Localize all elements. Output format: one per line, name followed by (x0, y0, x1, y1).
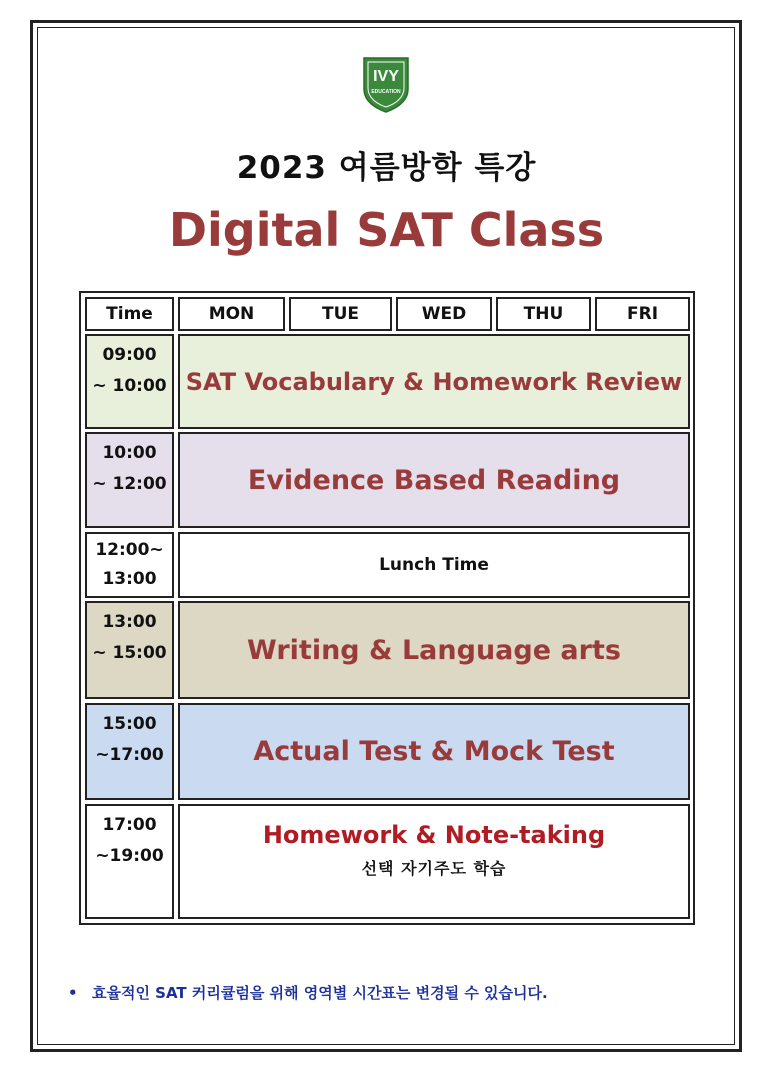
time-end: ~ 10:00 (92, 376, 167, 396)
title-korean: 2023 여름방학 특강 (236, 150, 537, 186)
homework-block (178, 804, 690, 919)
time-start: 13:00 (102, 612, 157, 632)
header-fri: FRI (595, 297, 690, 331)
class-block: Actual Test & Mock Test (178, 703, 690, 800)
time-cell (85, 334, 174, 429)
time-cell (85, 601, 174, 699)
time-end: 13:00 (102, 569, 157, 589)
time-start: 09:00 (102, 345, 157, 365)
svg-text:IVY: IVY (373, 68, 399, 85)
time-end: ~ 15:00 (92, 643, 167, 663)
lunch-block: Lunch Time (178, 532, 690, 598)
time-end: ~19:00 (95, 846, 164, 866)
time-cell (85, 532, 174, 598)
class-block: Writing & Language arts (178, 601, 690, 699)
header-tue: TUE (289, 297, 392, 331)
svg-text:EDUCATION: EDUCATION (371, 89, 401, 95)
time-start: 12:00~ (95, 540, 164, 560)
footnote (68, 982, 548, 1003)
homework-subtitle: 선택 자기주도 학습 (361, 859, 507, 878)
time-cell (85, 804, 174, 919)
time-end: ~ 12:00 (92, 474, 167, 494)
time-cell (85, 703, 174, 800)
time-cell (85, 432, 174, 528)
header-time: Time (85, 297, 174, 331)
header-mon: MON (178, 297, 285, 331)
class-block: Evidence Based Reading (178, 432, 690, 528)
homework-title: Homework & Note-taking (262, 821, 606, 849)
time-end: ~17:00 (95, 745, 164, 765)
title-english: Digital SAT Class (168, 203, 605, 257)
time-start: 10:00 (102, 443, 157, 463)
time-start: 15:00 (102, 714, 157, 734)
class-block: SAT Vocabulary & Homework Review (178, 334, 690, 429)
footnote-text: 효율적인 SAT 커리큘럼을 위해 영역별 시간표는 변경될 수 있습니다. (92, 984, 548, 1002)
time-start: 17:00 (102, 815, 157, 835)
header-thu: THU (496, 297, 591, 331)
ivy-education-logo (361, 55, 411, 113)
header-wed: WED (396, 297, 492, 331)
bullet-icon: • (68, 984, 78, 1002)
